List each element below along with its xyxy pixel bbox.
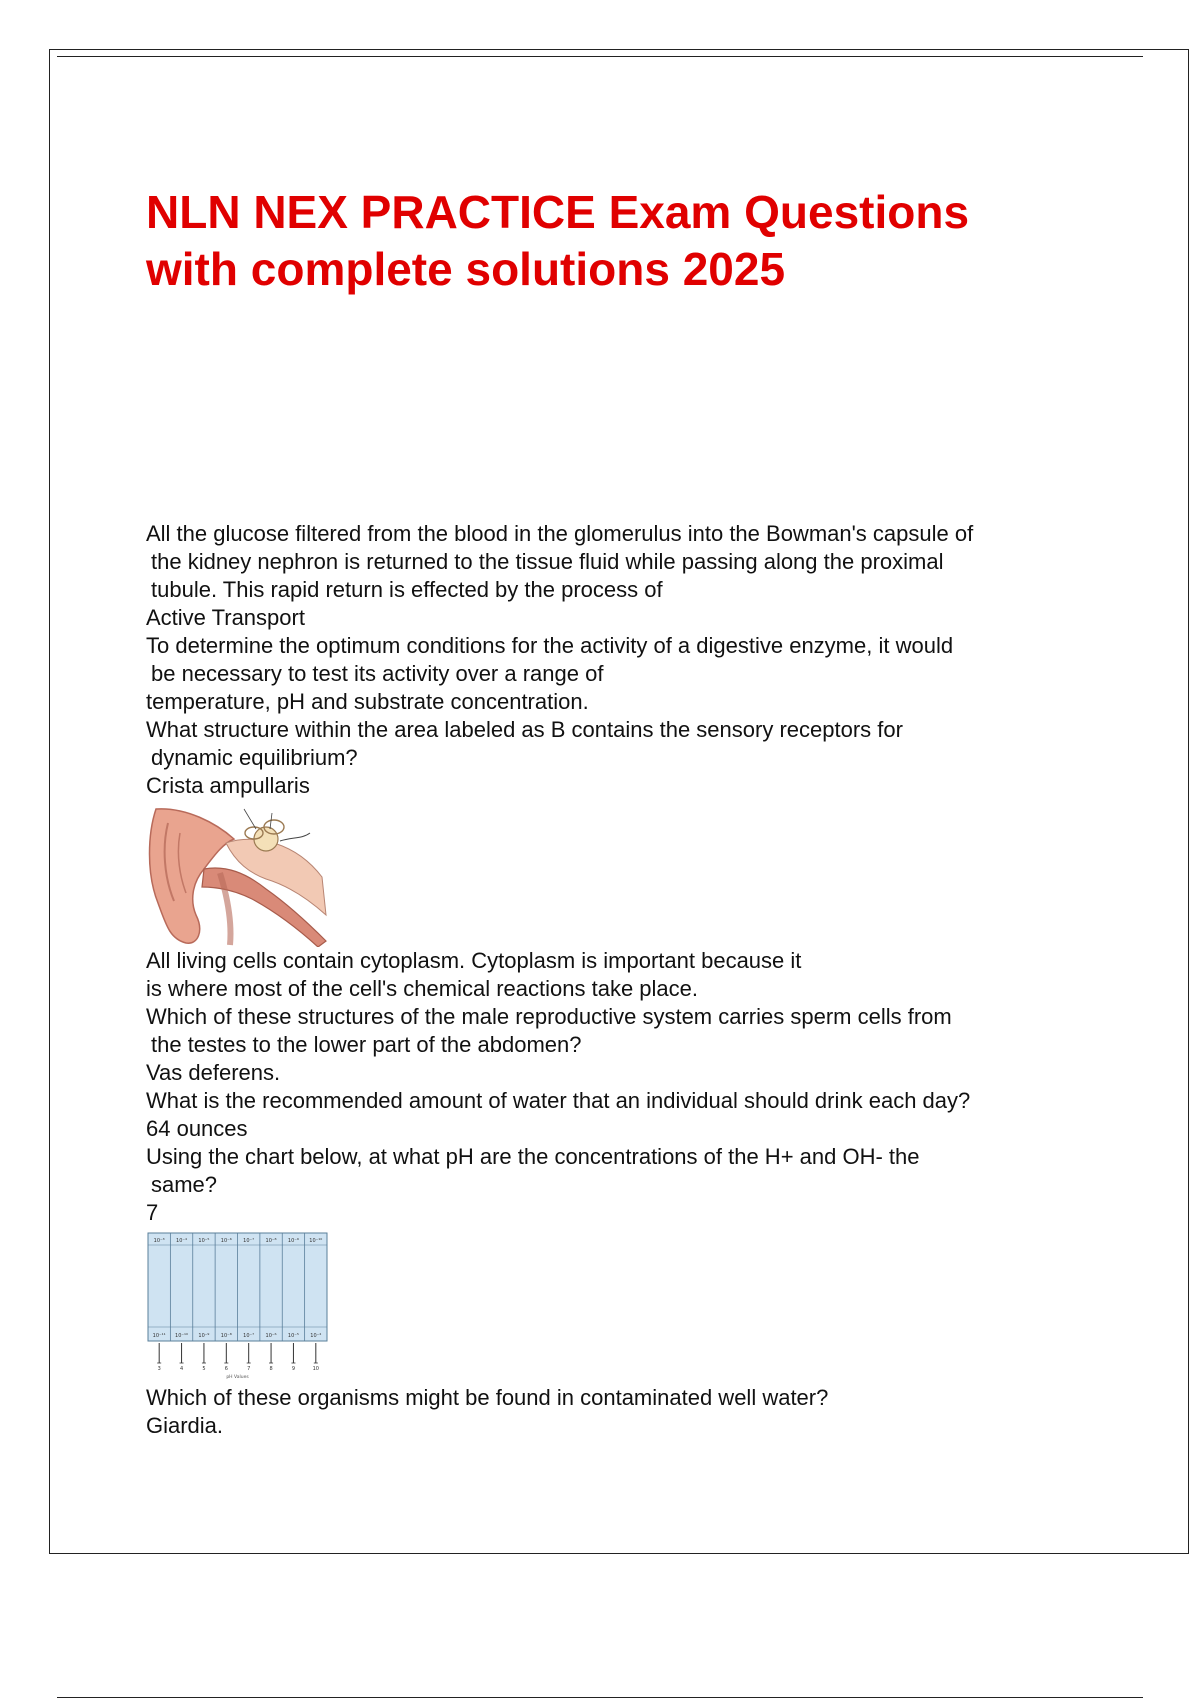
answer-4: is where most of the cell's chemical reactions take place. (146, 976, 698, 1001)
ph-value-label: 7 (247, 1366, 251, 1372)
question-5-line-2: the testes to the lower part of the abdomen? (151, 1032, 582, 1057)
ph-oh-concentration-label: 10⁻⁵ (287, 1333, 299, 1339)
answer-6: 64 ounces (146, 1116, 248, 1141)
ph-h-concentration-label: 10⁻⁵ (198, 1238, 210, 1244)
answer-2: temperature, pH and substrate concentration. (146, 689, 589, 714)
ph-h-concentration-label: 10⁻¹⁰ (309, 1238, 323, 1244)
qa-content (146, 520, 1096, 1440)
ph-h-concentration-label: 10⁻⁸ (265, 1238, 277, 1244)
question-1-line-1: All the glucose filtered from the blood in the glomerulus into the Bowman's capsule of (146, 521, 974, 546)
answer-8: Giardia. (146, 1413, 224, 1438)
ph-value-label: 5 (202, 1366, 206, 1372)
question-7-line-1: Using the chart below, at what pH are the concentrations of the H+ and OH- the (146, 1144, 920, 1169)
answer-1: Active Transport (146, 605, 305, 630)
ph-value-label: 6 (224, 1366, 228, 1372)
ph-h-concentration-label: 10⁻⁹ (287, 1238, 299, 1244)
ph-oh-concentration-label: 10⁻¹⁰ (175, 1333, 189, 1339)
ph-h-concentration-label: 10⁻⁷ (243, 1238, 255, 1244)
document-title (146, 184, 1106, 298)
question-6: What is the recommended amount of water that an individual should drink each day? (146, 1088, 971, 1113)
ph-axis-label: pH Values (226, 1375, 249, 1380)
title-line-2: with complete solutions 2025 (146, 243, 786, 295)
ph-value-label: 9 (291, 1366, 296, 1372)
question-3-line-1: What structure within the area labeled as B contains the sensory receptors for (146, 717, 903, 742)
inner-ear-illustration (146, 803, 329, 947)
answer-5: Vas deferens. (146, 1060, 281, 1085)
bottom-rule (57, 1697, 1143, 1698)
answer-3: Crista ampullaris (146, 773, 310, 798)
ph-concentration-chart (146, 1231, 329, 1381)
ph-oh-concentration-label: 10⁻⁷ (243, 1333, 255, 1339)
top-rule (57, 56, 1143, 57)
question-2-line-1: To determine the optimum conditions for the activity of a digestive enzyme, it would (146, 633, 954, 658)
ph-h-concentration-label: 10⁻³ (153, 1238, 165, 1244)
question-1-line-3: tubule. This rapid return is effected by the process of (151, 577, 663, 602)
ph-h-concentration-label: 10⁻⁶ (220, 1238, 232, 1244)
ph-oh-concentration-label: 10⁻⁴ (310, 1333, 322, 1339)
question-5-line-1: Which of these structures of the male reproductive system carries sperm cells from (146, 1004, 952, 1029)
ph-value-label: 10 (312, 1366, 319, 1372)
question-8: Which of these organisms might be found in contaminated well water? (146, 1385, 829, 1410)
ph-value-label: 8 (269, 1366, 273, 1372)
answer-7: 7 (146, 1200, 159, 1225)
question-4-line-1: All living cells contain cytoplasm. Cytoplasm is important because it (146, 948, 802, 973)
ph-oh-concentration-label: 10⁻⁸ (220, 1333, 232, 1339)
question-3-line-2: dynamic equilibrium? (151, 745, 358, 770)
question-1-line-2: the kidney nephron is returned to the tissue fluid while passing along the proximal (151, 549, 944, 574)
ph-value-label: 3 (157, 1366, 161, 1372)
ph-value-label: 4 (179, 1366, 184, 1372)
title-line-1: NLN NEX PRACTICE Exam Questions (146, 186, 970, 238)
question-7-line-2: same? (151, 1172, 218, 1197)
ph-oh-concentration-label: 10⁻⁶ (265, 1333, 277, 1339)
ph-oh-concentration-label: 10⁻⁹ (198, 1333, 210, 1339)
ph-oh-concentration-label: 10⁻¹¹ (152, 1333, 166, 1339)
ph-h-concentration-label: 10⁻⁴ (176, 1238, 188, 1244)
question-2-line-2: be necessary to test its activity over a range of (151, 661, 604, 686)
